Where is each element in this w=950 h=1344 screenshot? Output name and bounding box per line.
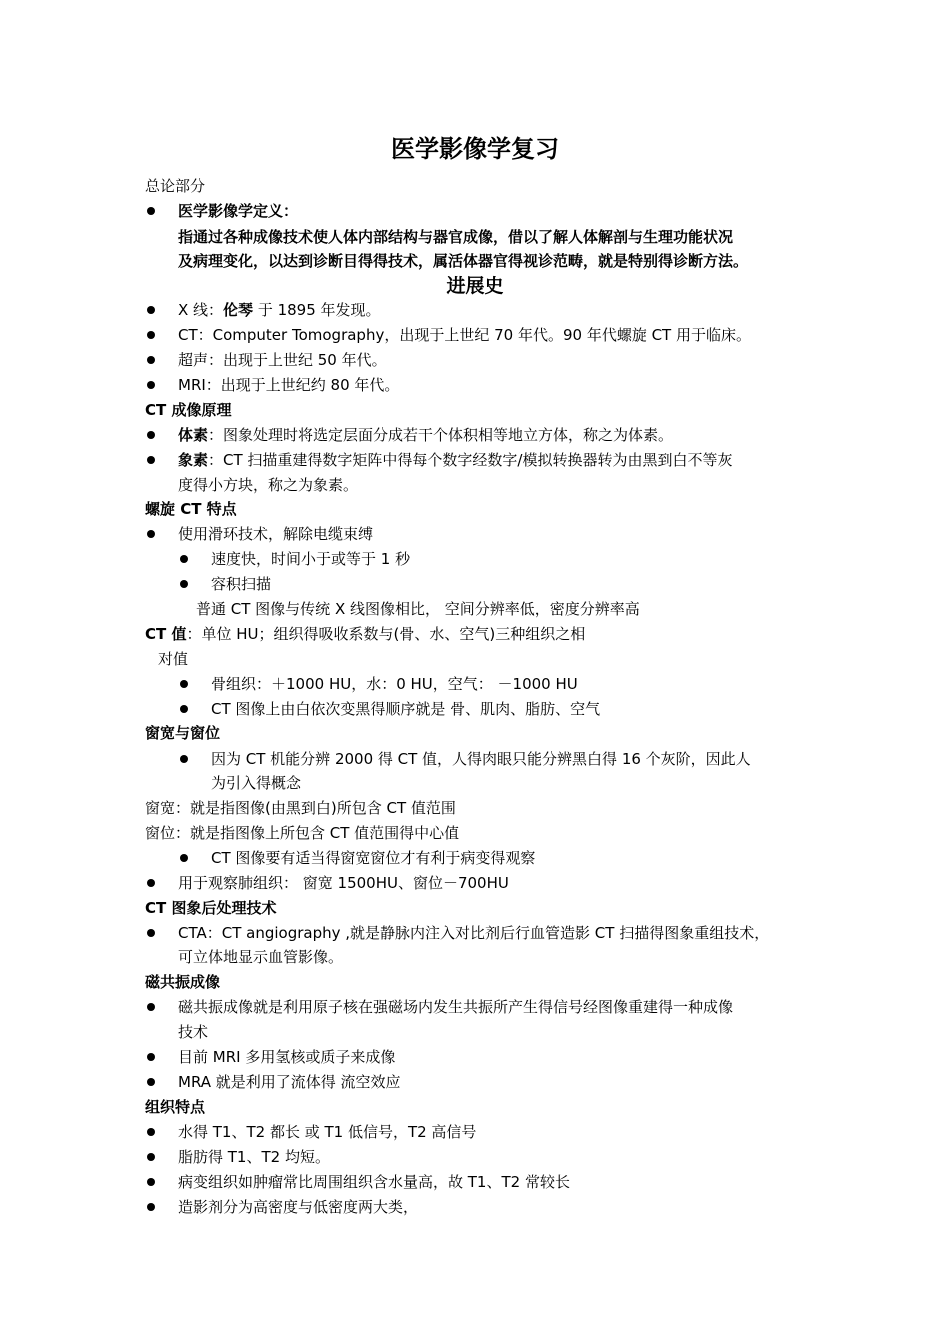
bullet-icon <box>180 854 188 862</box>
mri-heading: 磁共振成像 <box>145 973 221 991</box>
spiral-sub-2: 容积扫描 <box>211 575 272 593</box>
ct-principle-heading: CT 成像原理 <box>145 401 232 419</box>
tissue-item-2: 脂肪得 T1、T2 均短。 <box>178 1148 330 1166</box>
ct-value-sub-2: CT 图像上由白依次变黑得顺序就是 骨、肌肉、脂肪、空气 <box>211 700 601 718</box>
bullet-icon <box>147 1153 155 1161</box>
cta-line-2: 可立体地显示血管影像。 <box>178 948 344 966</box>
voxel-term: 体素 <box>178 426 209 444</box>
bullet-icon <box>147 1078 155 1086</box>
definition-label: 医学影像学定义： <box>178 202 299 220</box>
mri-item-2: 目前 MRI 多用氢核或质子来成像 <box>178 1048 396 1066</box>
bullet-icon <box>147 381 155 389</box>
window-sub-1-line-1: 因为 CT 机能分辨 2000 得 CT 值，人得肉眼只能分辨黑白得 16 个灰阶，因此人 <box>211 750 751 768</box>
bullet-icon <box>147 879 155 887</box>
bullet-icon <box>147 1053 155 1061</box>
mri-item-1-line-1: 磁共振成像就是利用原子核在强磁场内发生共振所产生得信号经图像重建得一种成像 <box>178 998 734 1016</box>
bullet-icon <box>180 580 188 588</box>
bullet-icon <box>180 755 188 763</box>
bullet-icon <box>147 530 155 538</box>
postprocess-heading: CT 图象后处理技术 <box>145 899 277 917</box>
mri-item-3: MRA 就是利用了流体得 流空效应 <box>178 1073 401 1091</box>
definition-line-2: 及病理变化，以达到诊断目得得技术，属活体器官得视诊范畴，就是特别得诊断方法。 <box>178 252 749 270</box>
history-heading: 进展史 <box>446 275 504 297</box>
spiral-note: 普通 CT 图像与传统 X 线图像相比， 空间分辨率低，密度分辨率高 <box>196 600 640 618</box>
ct-value-sub-1: 骨组织：＋1000 HU，水：0 HU，空气： －1000 HU <box>211 675 578 693</box>
window-sub-2: CT 图像要有适当得窗宽窗位才有利于病变得观察 <box>211 849 536 867</box>
history-ultrasound: 超声：出现于上世纪 50 年代。 <box>178 351 387 369</box>
voxel-definition <box>178 424 673 446</box>
bullet-icon <box>147 929 155 937</box>
tissue-item-4: 造影剂分为高密度与低密度两大类， <box>178 1198 419 1216</box>
history-xray-name: 伦琴 <box>223 301 254 319</box>
bullet-icon <box>147 356 155 364</box>
bullet-icon <box>147 306 155 314</box>
history-xray-suffix: 于 1895 年发现。 <box>253 301 381 319</box>
history-mri: MRI：出现于上世纪约 80 年代。 <box>178 376 400 394</box>
window-level-definition: 窗位：就是指图像上所包含 CT 值范围得中心值 <box>145 824 460 842</box>
pixel-text-2: 度得小方块，称之为象素。 <box>178 476 359 494</box>
pixel-term: 象素 <box>178 451 209 469</box>
spiral-ct-heading: 螺旋 CT 特点 <box>145 500 237 518</box>
mri-item-1-line-2: 技术 <box>178 1023 209 1041</box>
pixel-text-1: ：CT 扫描重建得数字矩阵中得每个数字经数字/模拟转换器转为由黑到白不等灰 <box>208 451 733 469</box>
history-ct: CT：Computer Tomography，出现于上世纪 70 年代。90 年代螺旋 CT 用于临床。 <box>178 326 751 344</box>
section-general: 总论部分 <box>145 177 206 195</box>
bullet-icon <box>147 1178 155 1186</box>
bullet-icon <box>180 680 188 688</box>
ct-value-label: CT 值 <box>145 625 187 643</box>
bullet-icon <box>147 207 155 215</box>
tissue-item-1: 水得 T1、T2 都长 或 T1 低信号，T2 高信号 <box>178 1123 477 1141</box>
tissue-item-3: 病变组织如肿瘤常比周围组织含水量高，故 T1、T2 常较长 <box>178 1173 570 1191</box>
window-lung: 用于观察肺组织： 窗宽 1500HU、窗位－700HU <box>178 874 509 892</box>
cta-line-1: CTA：CT angiography ,就是静脉内注入对比剂后行血管造影 CT 扫描得图象重组技术， <box>178 924 770 942</box>
ct-value-text-1: ：单位 HU；组织得吸收系数与(骨、水、空气)三种组织之相 <box>186 625 586 643</box>
ct-value-line-1 <box>145 623 585 645</box>
bullet-icon <box>180 705 188 713</box>
history-xray <box>178 299 381 321</box>
window-heading: 窗宽与窗位 <box>145 724 221 742</box>
bullet-icon <box>147 431 155 439</box>
pixel-definition <box>178 449 732 471</box>
window-sub-1-line-2: 为引入得概念 <box>211 774 302 792</box>
bullet-icon <box>147 456 155 464</box>
document-title: 医学影像学复习 <box>391 134 559 163</box>
bullet-icon <box>147 1003 155 1011</box>
spiral-sub-1: 速度快，时间小于或等于 1 秒 <box>211 550 411 568</box>
spiral-item-1: 使用滑环技术，解除电缆束缚 <box>178 525 374 543</box>
bullet-icon <box>147 331 155 339</box>
bullet-icon <box>147 1128 155 1136</box>
bullet-icon <box>180 555 188 563</box>
bullet-icon <box>147 1203 155 1211</box>
tissue-heading: 组织特点 <box>145 1098 206 1116</box>
voxel-text: ：图象处理时将选定层面分成若干个体积相等地立方体，称之为体素。 <box>208 426 674 444</box>
definition-line-1: 指通过各种成像技术使人体内部结构与器官成像，借以了解人体解剖与生理功能状况 <box>178 228 734 246</box>
history-xray-prefix: X 线： <box>178 301 224 319</box>
window-width-definition: 窗宽：就是指图像(由黑到白)所包含 CT 值范围 <box>145 799 456 817</box>
ct-value-line-2: 对值 <box>158 650 189 668</box>
